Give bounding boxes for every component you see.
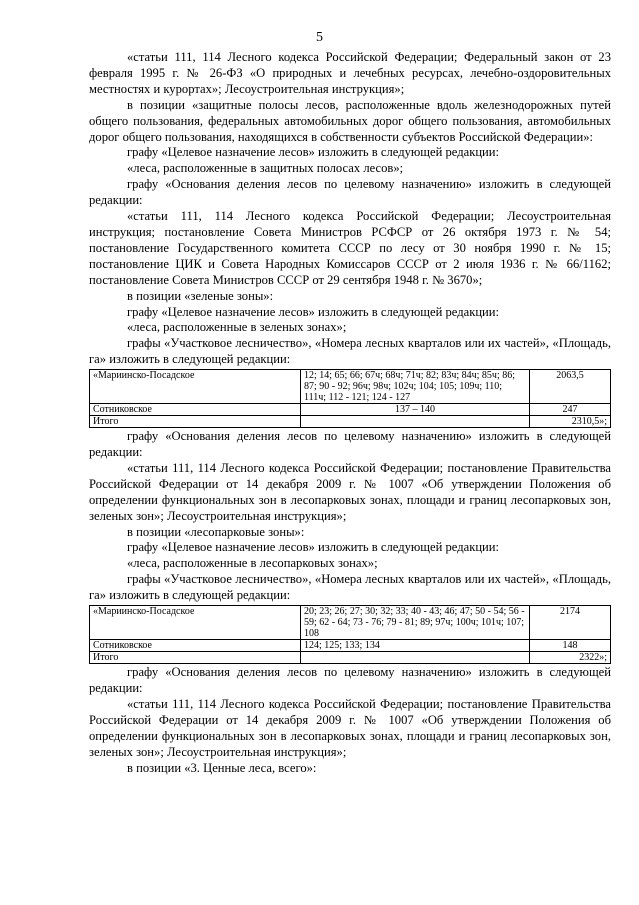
table-total-row (90, 652, 611, 664)
page-number: 5 (316, 30, 323, 45)
paragraph: «статьи 111, 114 Лесного кодекса Российской Федерации; Лесоустроительная инструкция; постановление Совета Министров РСФСР от 26 октября 1973 г. № 54; постановление Государственного комитета СССР по лесу от 30 ноября 1990 г. № 15; постановление ЦИК и Совета Народных Комиссаров СССР от 2 июля 1936 г. № 66/1162; постановление Совета Министров СССР от 29 сентября 1948 г. № 3670»; (89, 209, 611, 287)
paragraph: графу «Целевое назначение лесов» изложить в следующей редакции: (127, 145, 500, 160)
forestry-name-cell: «Мариинско-Посадское (90, 370, 301, 404)
area-cell: 2174 (530, 606, 611, 640)
quarters-cell: 124; 125; 133; 134 (301, 640, 530, 652)
paragraph: «леса, расположенные в защитных полосах лесов»; (127, 161, 404, 176)
forestry-table-green-zones (89, 369, 611, 428)
paragraph: графы «Участковое лесничество», «Номера лесных кварталов или их частей», «Площадь, га» изложить в следующей редакции: (89, 336, 611, 367)
total-label-cell: Итого (90, 652, 301, 664)
paragraph: графы «Участковое лесничество», «Номера лесных кварталов или их частей», «Площадь, га» изложить в следующей редакции: (89, 572, 611, 603)
table-total-row (90, 416, 611, 428)
table-row (90, 404, 611, 416)
quarters-cell: 12; 14; 65; 66; 67ч; 68ч; 71ч; 82; 83ч; 84ч; 85ч; 86; 87; 90 - 92; 96ч; 98ч; 102ч; 104; 105; 109ч; 110; 111ч; 112 - 121; 124 - 127 (301, 370, 530, 404)
page-content (89, 50, 611, 776)
paragraph: в позиции «защитные полосы лесов, расположенные вдоль железнодорожных путей общего пользования, федеральных автомобильных дорог общего пользования, автомобильных дорог общего пользования, находящихся в собственности субъектов Российской Федерации»: (89, 97, 611, 144)
paragraph: графу «Целевое назначение лесов» изложить в следующей редакции: (127, 304, 500, 319)
table-row (90, 640, 611, 652)
paragraph: в позиции «лесопарковые зоны»: (127, 524, 305, 539)
paragraph: в позиции «3. Ценные леса, всего»: (127, 760, 317, 775)
forestry-table-forest-park-zones (89, 605, 611, 664)
total-value-cell: 2310,5»; (530, 416, 611, 428)
empty-cell (301, 652, 530, 664)
total-value-cell: 2322»; (530, 652, 611, 664)
quarters-cell: 20; 23; 26; 27; 30; 32; 33; 40 - 43; 46; 47; 50 - 54; 56 - 59; 62 - 64; 73 - 76; 79 - 81; 89; 97ч; 100ч; 101ч; 107; 108 (301, 606, 530, 640)
paragraph: «леса, расположенные в лесопарковых зонах»; (127, 556, 378, 571)
table-row (90, 370, 611, 404)
paragraph: графу «Основания деления лесов по целевому назначению» изложить в следующей редакции: (89, 177, 611, 208)
empty-cell (301, 416, 530, 428)
paragraph: графу «Основания деления лесов по целевому назначению» изложить в следующей редакции: (89, 429, 611, 460)
table-row (90, 606, 611, 640)
forestry-name-cell: «Мариинско-Посадское (90, 606, 301, 640)
paragraph: в позиции «зеленые зоны»: (127, 288, 274, 303)
paragraph: графу «Основания деления лесов по целевому назначению» изложить в следующей редакции: (89, 665, 611, 695)
total-label-cell: Итого (90, 416, 301, 428)
paragraph: «леса, расположенные в зеленых зонах»; (127, 320, 347, 335)
paragraph: графу «Целевое назначение лесов» изложить в следующей редакции: (127, 540, 500, 555)
quarters-cell: 137 – 140 (301, 404, 530, 416)
area-cell: 247 (530, 404, 611, 416)
paragraph: «статьи 111, 114 Лесного кодекса Российской Федерации; постановление Правительства Российской Федерации от 14 декабря 2009 г. № 1007 «Об утверждении Положения об определении функциональных зон в лесопарковых зонах, площади и границ лесопарковых зон, зеленых зон»; Лесоустроительная инструкция»; (89, 696, 611, 759)
area-cell: 2063,5 (530, 370, 611, 404)
paragraph: «статьи 111, 114 Лесного кодекса Российской Федерации; Федеральный закон от 23 февраля 1995 г. № 26-ФЗ «О природных и лечебных ресурсах, лечебно-оздоровительных местностях и курортах»; Лесоустроительная инструкция»; (89, 50, 611, 96)
paragraph: «статьи 111, 114 Лесного кодекса Российской Федерации; постановление Правительства Российской Федерации от 14 декабря 2009 г. № 1007 «Об утверждении Положения об определении функциональных зон в лесопарковых зонах, площади и границ лесопарковых зон, зеленых зон»; Лесоустроительная инструкция»; (89, 460, 611, 523)
area-cell: 148 (530, 640, 611, 652)
forestry-name-cell: Сотниковское (90, 404, 301, 416)
forestry-name-cell: Сотниковское (90, 640, 301, 652)
